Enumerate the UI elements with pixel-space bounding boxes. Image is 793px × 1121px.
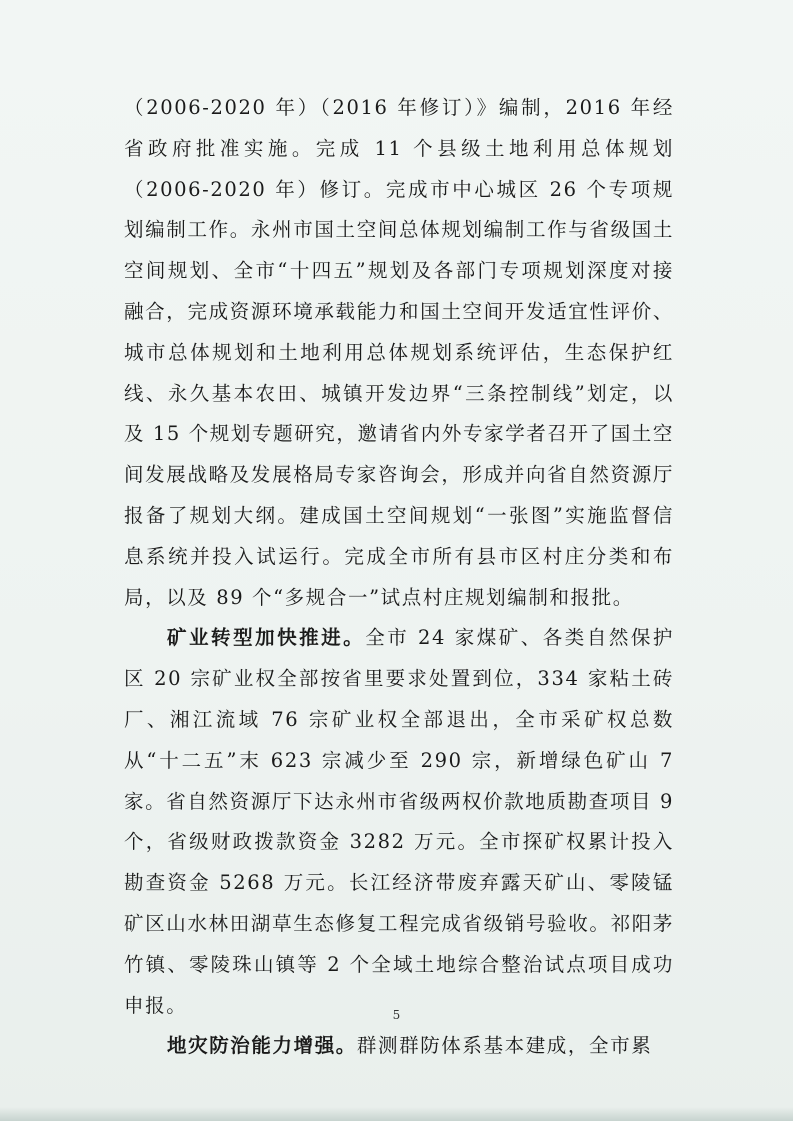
paragraph-mining xyxy=(124,618,674,1026)
paragraph-planning xyxy=(124,88,674,618)
paragraph-mining-text: 全市 24 家煤矿、各类自然保护区 20 宗矿业权全部按省里要求处置到位，334 家粘土砖厂、湘江流域 76 宗矿业权全部退出，全市采矿权总数从“十二五”末 623 宗减少至 290 宗，新增绿色矿山 7 家。省自然资源厅下达永州市省级两权价款地质勘查项目 9 个，省级财政拨款资金 3282 万元。全市探矿权累计投入勘查资金 5268 万元。长江经济带废弃露天矿山、零陵锰矿区山水林田湖草生态修复工程完成省级销号验收。祁阳茅竹镇、零陵珠山镇等 2 个全域土地综合整治试点项目成功申报。 xyxy=(124,626,674,1017)
page-number: 5 xyxy=(392,1008,401,1022)
scan-edge-shadow xyxy=(0,1107,793,1121)
paragraph-disaster xyxy=(124,1026,674,1067)
paragraph-disaster-heading: 地灾防治能力增强。 xyxy=(167,1034,357,1058)
document-body xyxy=(124,88,674,1067)
paragraph-disaster-text: 群测群防体系基本建成，全市累 xyxy=(356,1034,653,1058)
paragraph-planning-text: （2006-2020 年）（2016 年修订）》编制，2016 年经省政府批准实施。完成 11 个县级土地利用总体规划（2006-2020 年）修订。完成市中心城区 26 个专项规划编制工作。永州市国土空间总体规划编制工作与省级国土空间规划、全市“十四五”规划及各部门专项规划深度对接融合，完成资源环境承载能力和国土空间开发适宜性评价、城市总体规划和土地利用总体规划系统评估，生态保护红线、永久基本农田、城镇开发边界“三条控制线”划定，以及 15 个规划专题研究，邀请省内外专家学者召开了国土空间发展战略及发展格局专家咨询会，形成并向省自然资源厅报备了规划大纲。建成国土空间规划“一张图”实施监督信息系统并投入试运行。完成全市所有县市区村庄分类和布局，以及 89 个“多规合一”试点村庄规划编制和报批。 xyxy=(124,96,675,609)
paragraph-mining-heading: 矿业转型加快推进。 xyxy=(167,626,366,650)
